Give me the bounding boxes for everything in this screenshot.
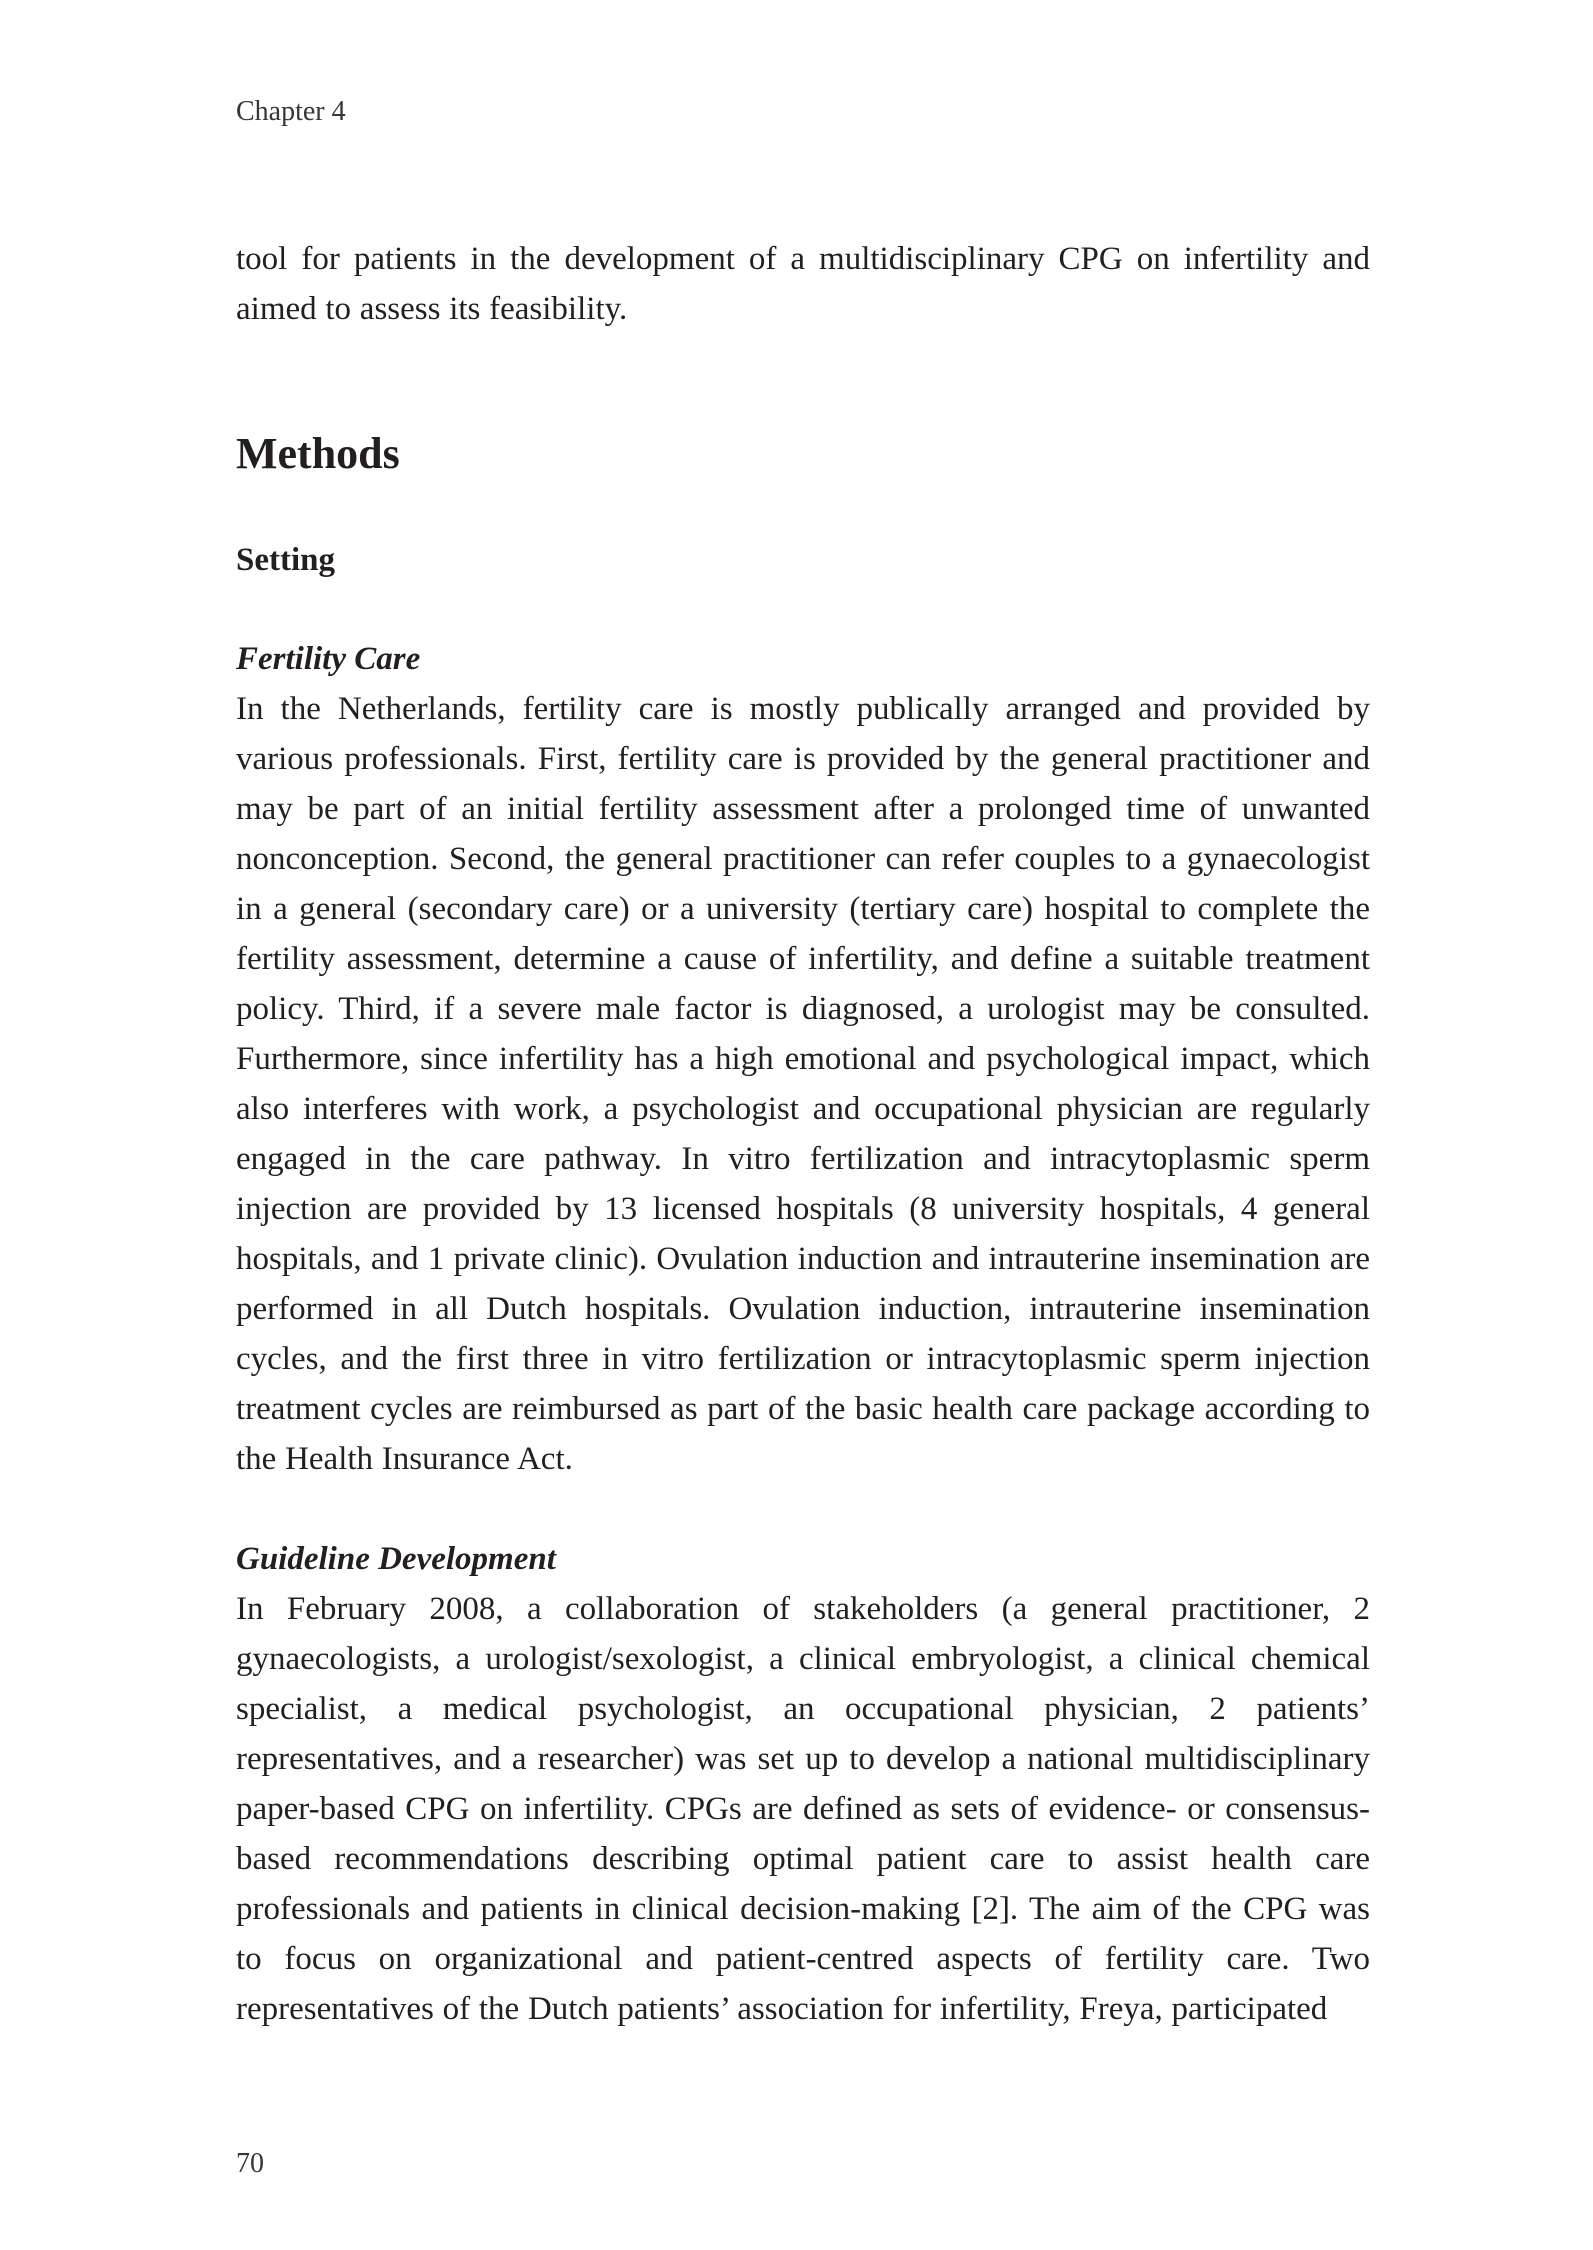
fertility-care-heading: Fertility Care xyxy=(236,641,421,677)
fertility-care-section xyxy=(236,634,1370,1484)
subsection-heading-setting: Setting xyxy=(236,542,335,578)
intro-continuation-block xyxy=(236,234,1370,334)
section-heading-methods: Methods xyxy=(236,429,400,478)
fertility-care-paragraph: In the Netherlands, fertility care is mostly publically arranged and provided by various professionals. First, fertility care is provided by the general practitioner and may be part of an initial fertility assessment after a prolonged time of unwanted nonconception. Second, the general practitioner can refer couples to a gynaecologist in a general (secondary care) or a university (tertiary care) hospital to complete the fertility assessment, determine a cause of infertility, and define a suitable treatment policy. Third, if a severe male factor is diagnosed, a urologist may be consulted. Furthermore, since infertility has a high emotional and psychological impact, which also interferes with work, a psychologist and occupational physician are regularly engaged in the care pathway. In vitro fertilization and intracytoplasmic sperm injection are provided by 13 licensed hospitals (8 university hospitals, 4 general hospitals, and 1 private clinic). Ovulation induction and intrauterine insemination are performed in all Dutch hospitals. Ovulation induction, intrauterine insemination cycles, and the first three in vitro fertilization or intracytoplasmic sperm injection treatment cycles are reimbursed as part of the basic health care package according to the Health Insurance Act. xyxy=(236,691,1370,1477)
guideline-development-paragraph: In February 2008, a collaboration of stakeholders (a general practitioner, 2 gynaecologists, a urologist/sexologist, a clinical embryologist, a clinical chemical specialist, a medical psychologist, an occupational physician, 2 patients’ representatives, and a researcher) was set up to develop a national multidisciplinary paper-based CPG on infertility. CPGs are defined as sets of evidence- or consensus-based recommendations describing optimal patient care to assist health care professionals and patients in clinical decision-making [2]. The aim of the CPG was to focus on organizational and patient-centred aspects of fertility care. Two representatives of the Dutch patients’ association for infertility, Freya, participated xyxy=(236,1591,1370,2027)
guideline-development-heading: Guideline Development xyxy=(236,1541,556,1577)
guideline-development-section xyxy=(236,1534,1370,2034)
intro-continuation-paragraph: tool for patients in the development of a multidisciplinary CPG on infertility and aimed to assess its feasibility. xyxy=(236,241,1370,327)
page-number: 70 xyxy=(236,2148,264,2179)
running-head: Chapter 4 xyxy=(236,96,346,127)
